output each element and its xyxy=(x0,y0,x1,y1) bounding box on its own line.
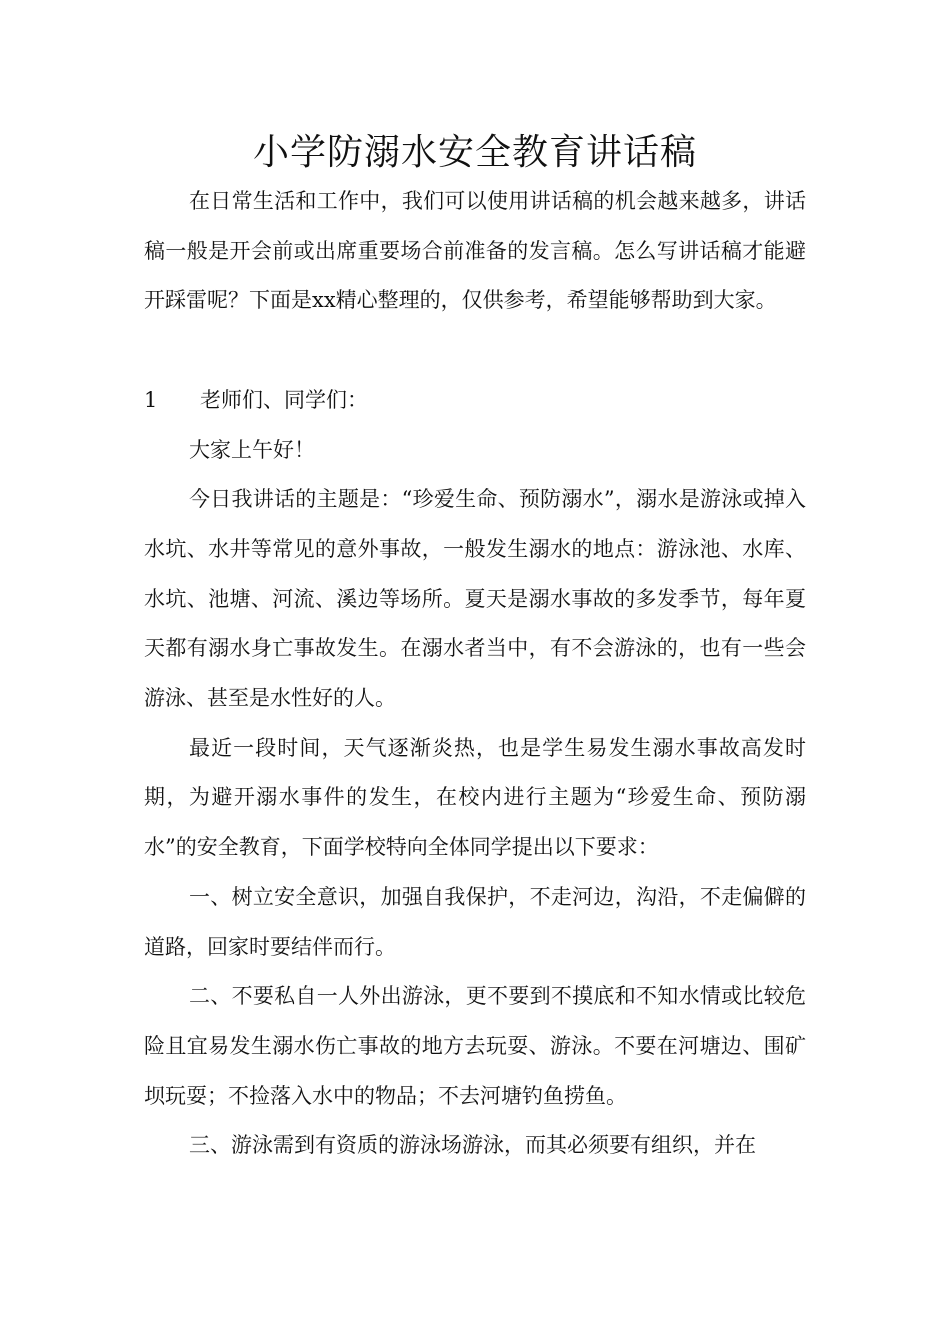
document-title: 小学防溺水安全教育讲话稿 xyxy=(252,132,697,173)
body-paragraph: 一、树立安全意识，加强自我保护，不走河边，沟沿，不走偏僻的道路，回家时要结伴而行。 xyxy=(144,884,806,959)
greeting-line: 大家上午好！ xyxy=(189,437,315,462)
salutation-text: 老师们、同学们： xyxy=(200,387,368,412)
body-paragraph: 二、不要私自一人外出游泳，更不要到不摸底和不知水情或比较危险且宜易发生溺水伤亡事故的地方去玩耍、游泳。不要在河塘边、围矿坝玩耍；不捡落入水中的物品；不去河塘钓鱼捞鱼。 xyxy=(144,984,806,1108)
salutation-line xyxy=(144,376,806,426)
section-number: 1 xyxy=(144,387,158,412)
blank-line xyxy=(144,326,806,376)
body-paragraph: 今日我讲话的主题是：“珍爱生命、预防溺水”，溺水是游泳或掉入水坑、水井等常见的意外事故，一般发生溺水的地点：游泳池、水库、水坑、池塘、河流、溪边等场所。夏天是溺水事故的多发季节，每年夏天都有溺水身亡事故发生。在溺水者当中，有不会游泳的，也有一些会游泳、甚至是水性好的人。 xyxy=(144,487,806,711)
document-body xyxy=(144,177,806,1171)
intro-paragraph: 在日常生活和工作中，我们可以使用讲话稿的机会越来越多，讲话稿一般是开会前或出席重要场合前准备的发言稿。怎么写讲话稿才能避开踩雷呢？下面是xx精心整理的，仅供参考，希望能够帮助到大家。 xyxy=(144,189,806,313)
body-paragraph: 三、游泳需到有资质的游泳场游泳，而其必须要有组织，并在 xyxy=(189,1133,756,1158)
body-paragraph: 最近一段时间，天气逐渐炎热，也是学生易发生溺水事故高发时期，为避开溺水事件的发生，在校内进行主题为“珍爱生命、预防溺水”的安全教育，下面学校特向全体同学提出以下要求： xyxy=(144,735,806,860)
